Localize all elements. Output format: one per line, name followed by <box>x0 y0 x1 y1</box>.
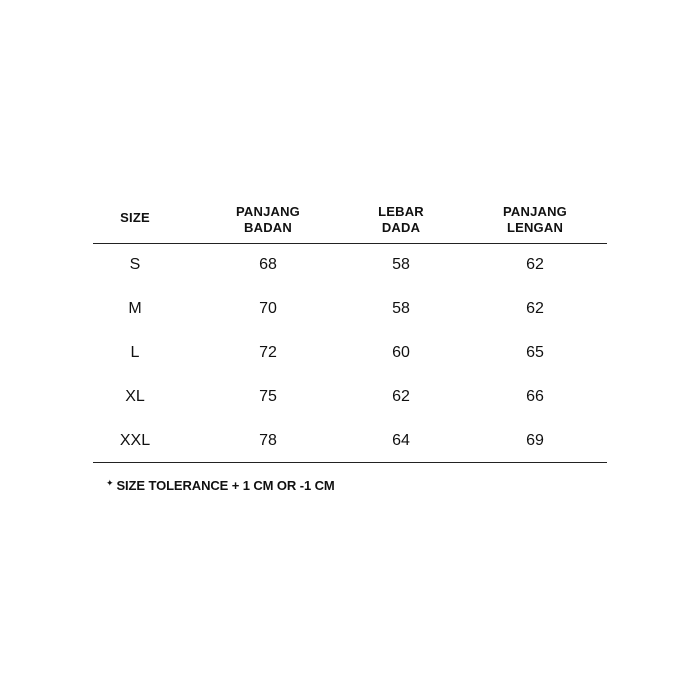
cell-size: M <box>128 300 142 317</box>
cell-panjang-lengan: 66 <box>526 388 544 405</box>
header-lebar-dada: LEBAR DADA <box>378 204 424 235</box>
cell-lebar-dada: 60 <box>392 344 410 361</box>
table-row <box>93 255 607 275</box>
cell-size: S <box>129 256 141 273</box>
note-text: SIZE TOLERANCE + 1 CM OR -1 CM <box>116 478 335 493</box>
header-panjang-badan: PANJANG BADAN <box>235 204 301 235</box>
cell-panjang-badan: 78 <box>259 432 277 449</box>
cell-size: L <box>130 344 140 361</box>
table-row <box>93 387 607 407</box>
cell-panjang-lengan: 62 <box>526 300 544 317</box>
cell-panjang-badan: 72 <box>259 344 277 361</box>
header-size: SIZE <box>120 210 150 225</box>
size-tolerance-note <box>106 478 335 493</box>
cell-panjang-lengan: 62 <box>526 256 544 273</box>
table-row <box>93 343 607 363</box>
size-chart-table <box>93 196 607 463</box>
cell-lebar-dada: 58 <box>392 256 410 273</box>
header-panjang-lengan: PANJANG LENGAN <box>502 204 568 235</box>
sparkle-icon: ✦ <box>106 478 114 488</box>
cell-lebar-dada: 58 <box>392 300 410 317</box>
cell-panjang-badan: 70 <box>259 300 277 317</box>
cell-panjang-lengan: 69 <box>526 432 544 449</box>
cell-panjang-badan: 75 <box>259 388 277 405</box>
cell-lebar-dada: 64 <box>392 432 410 449</box>
table-row <box>93 431 607 451</box>
cell-size: XL <box>125 388 145 405</box>
table-body <box>93 244 607 463</box>
cell-size: XXL <box>119 432 151 449</box>
table-header <box>93 196 607 244</box>
cell-panjang-badan: 68 <box>259 256 277 273</box>
cell-lebar-dada: 62 <box>392 388 410 405</box>
table-row <box>93 299 607 319</box>
cell-panjang-lengan: 65 <box>526 344 544 361</box>
